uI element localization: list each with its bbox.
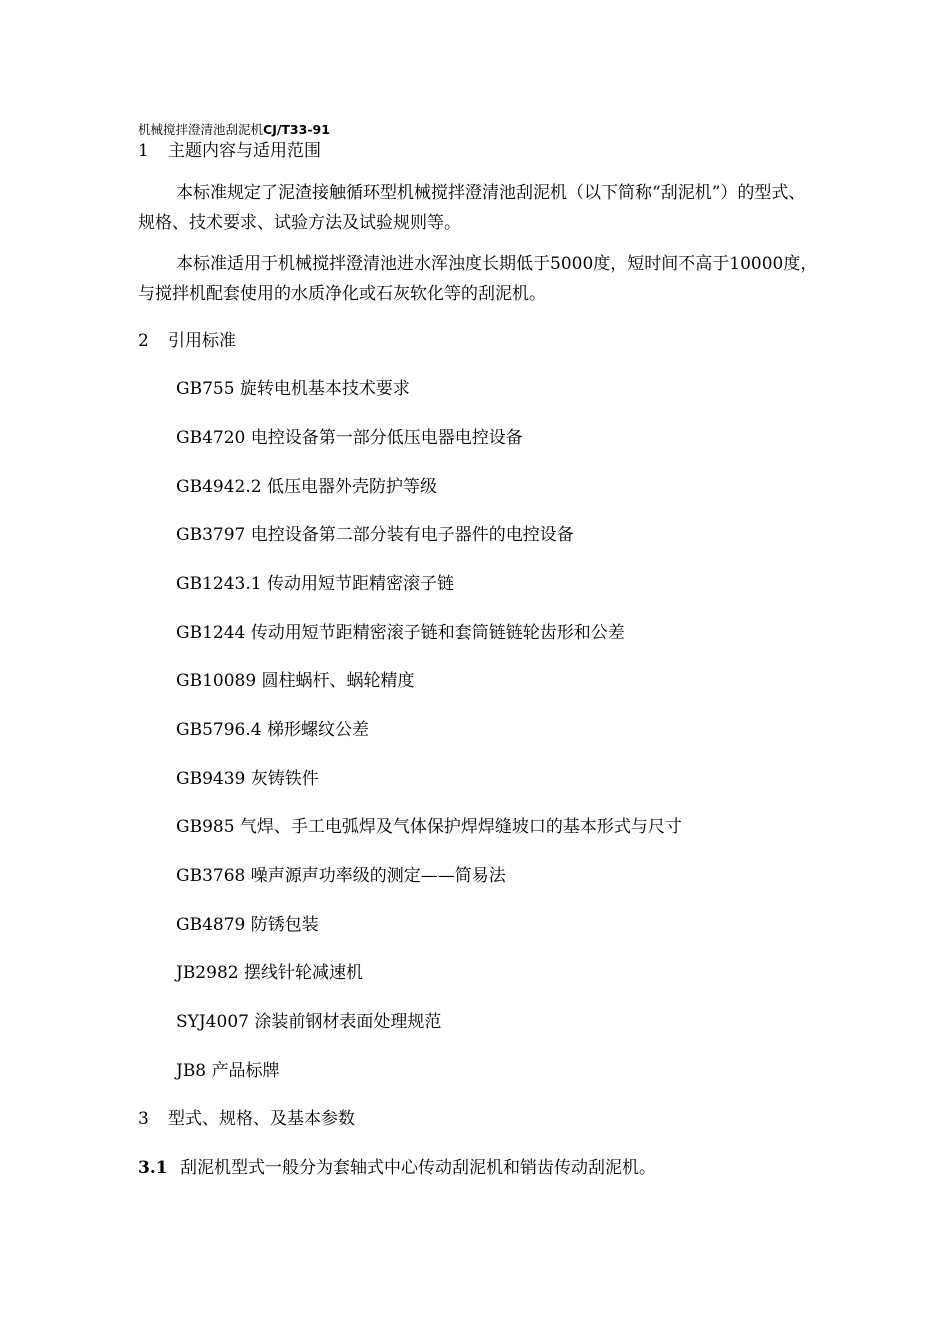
reference-item: JB8 产品标牌	[176, 1061, 280, 1081]
section-1-title: 主题内容与适用范围	[168, 141, 321, 161]
reference-item: JB2982 摆线针轮减速机	[176, 963, 363, 983]
reference-item: GB5796.4 梯形螺纹公差	[176, 720, 369, 740]
section-3-title: 型式、规格、及基本参数	[168, 1109, 355, 1129]
section-1-number: 1	[138, 141, 149, 161]
reference-item: GB10089 圆柱蜗杆、蜗轮精度	[176, 671, 415, 691]
reference-item: GB3797 电控设备第二部分装有电子器件的电控设备	[176, 525, 574, 545]
reference-item: GB1243.1 传动用短节距精密滚子链	[176, 574, 454, 594]
reference-item: GB4720 电控设备第一部分低压电器电控设备	[176, 428, 523, 448]
section-2-title: 引用标准	[168, 331, 236, 351]
section-1-paragraph-2: 本标准适用于机械搅拌澄清池进水浑浊度长期低于5000度，短时间不高于10000度，与搅拌机配套使用的水质净化或石灰软化等的刮泥机。	[138, 254, 818, 304]
reference-item: GB3768 噪声源声功率级的测定——简易法	[176, 866, 506, 886]
header-title-text: 机械搅拌澄清池刮泥机	[138, 122, 264, 137]
reference-item: GB755 旋转电机基本技术要求	[176, 379, 410, 399]
section-3-number: 3	[138, 1109, 149, 1129]
reference-item: SYJ4007 涂装前钢材表面处理规范	[176, 1012, 442, 1032]
reference-item: GB1244 传动用短节距精密滚子链和套筒链链轮齿形和公差	[176, 623, 625, 643]
subsection-3-1-text: 刮泥机型式一般分为套轴式中心传动刮泥机和销齿传动刮泥机。	[180, 1158, 656, 1178]
reference-item: GB985 气焊、手工电弧焊及气体保护焊焊缝坡口的基本形式与尺寸	[176, 817, 682, 837]
subsection-3-1	[138, 1157, 656, 1179]
section-2-heading	[138, 330, 236, 352]
section-1-paragraph-1: 本标准规定了泥渣接触循环型机械搅拌澄清池刮泥机（以下简称“刮泥机”）的型式、规格、技术要求、试验方法及试验规则等。	[138, 183, 806, 233]
reference-item: GB4942.2 低压电器外壳防护等级	[176, 477, 437, 497]
section-3-heading	[138, 1108, 355, 1130]
reference-item: GB9439 灰铸铁件	[176, 769, 319, 789]
reference-item: GB4879 防锈包装	[176, 915, 319, 935]
section-1-heading	[138, 140, 321, 162]
document-header	[138, 122, 330, 138]
header-standard-code: CJ/T33-91	[263, 122, 330, 137]
subsection-3-1-number: 3.1	[138, 1158, 168, 1178]
section-2-number: 2	[138, 331, 149, 351]
